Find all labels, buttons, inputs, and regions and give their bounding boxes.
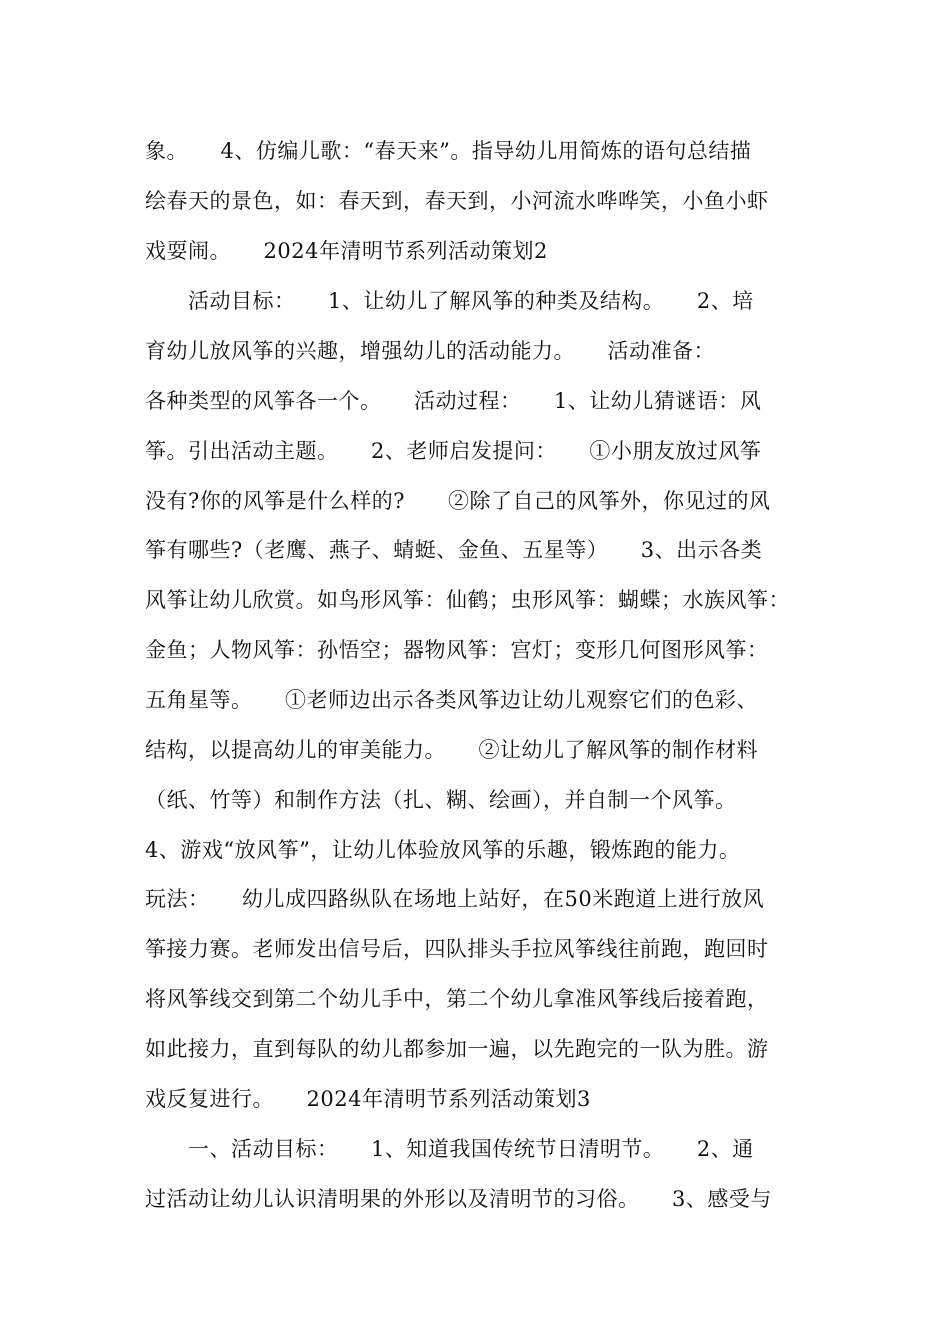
paragraph-start-line: 活动目标： 1、让幼儿了解风筝的种类及结构。 2、培 xyxy=(188,289,754,313)
text-line: 各种类型的风筝各一个。 活动过程： 1、让幼儿猜谜语：风 xyxy=(145,389,762,413)
text-line: 绘春天的景色，如：春天到，春天到，小河流水哗哗笑，小鱼小虾 xyxy=(145,189,769,213)
text-line: 筝有哪些?（老鹰、燕子、蜻蜓、金鱼、五星等） 3、出示各类 xyxy=(145,538,763,562)
text-line: 如此接力，直到每队的幼儿都参加一遍，以先跑完的一队为胜。游 xyxy=(145,1037,769,1061)
text-line: 筝接力赛。老师发出信号后，四队排头手拉风筝线往前跑，跑回时 xyxy=(145,937,769,961)
text-line: 象。 4、仿编儿歌：“春天来”。指导幼儿用简炼的语句总结描 xyxy=(145,139,752,163)
text-line: 金鱼；人物风筝：孙悟空；器物风筝：宫灯；变形几何图形风筝： xyxy=(145,638,769,662)
text-line: 育幼儿放风筝的兴趣，增强幼儿的活动能力。 活动准备： xyxy=(145,339,715,363)
text-line: 戏反复进行。 2024年清明节系列活动策划3 xyxy=(145,1087,591,1111)
text-line: 玩法： 幼儿成四路纵队在场地上站好，在50米跑道上进行放风 xyxy=(145,887,765,911)
text-line: 将风筝线交到第二个幼儿手中，第二个幼儿拿准风筝线后接着跑， xyxy=(145,987,769,1011)
text-line: 风筝让幼儿欣赏。如鸟形风筝：仙鹤；虫形风筝：蝴蝶；水族风筝： xyxy=(145,588,790,612)
text-line: 五角星等。 ①老师边出示各类风筝边让幼儿观察它们的色彩、 xyxy=(145,688,758,712)
text-line: 结构，以提高幼儿的审美能力。 ②让幼儿了解风筝的制作材料 xyxy=(145,738,758,762)
text-line: 筝。引出活动主题。 2、老师启发提问： ①小朋友放过风筝 xyxy=(145,439,762,463)
paragraph-start-line: 一、活动目标： 1、知道我国传统节日清明节。 2、通 xyxy=(188,1137,754,1161)
text-line: 戏耍闹。 2024年清明节系列活动策划2 xyxy=(145,239,548,263)
text-line: （纸、竹等）和制作方法（扎、糊、绘画），并自制一个风筝。 xyxy=(145,788,737,812)
text-line: 没有?你的风筝是什么样的? ②除了自己的风筝外，你见过的风 xyxy=(145,489,771,513)
text-line: 过活动让幼儿认识清明果的外形以及清明节的习俗。 3、感受与 xyxy=(145,1187,772,1211)
text-line: 4、游戏“放风筝”，让幼儿体验放风筝的乐趣，锻炼跑的能力。 xyxy=(145,838,741,862)
